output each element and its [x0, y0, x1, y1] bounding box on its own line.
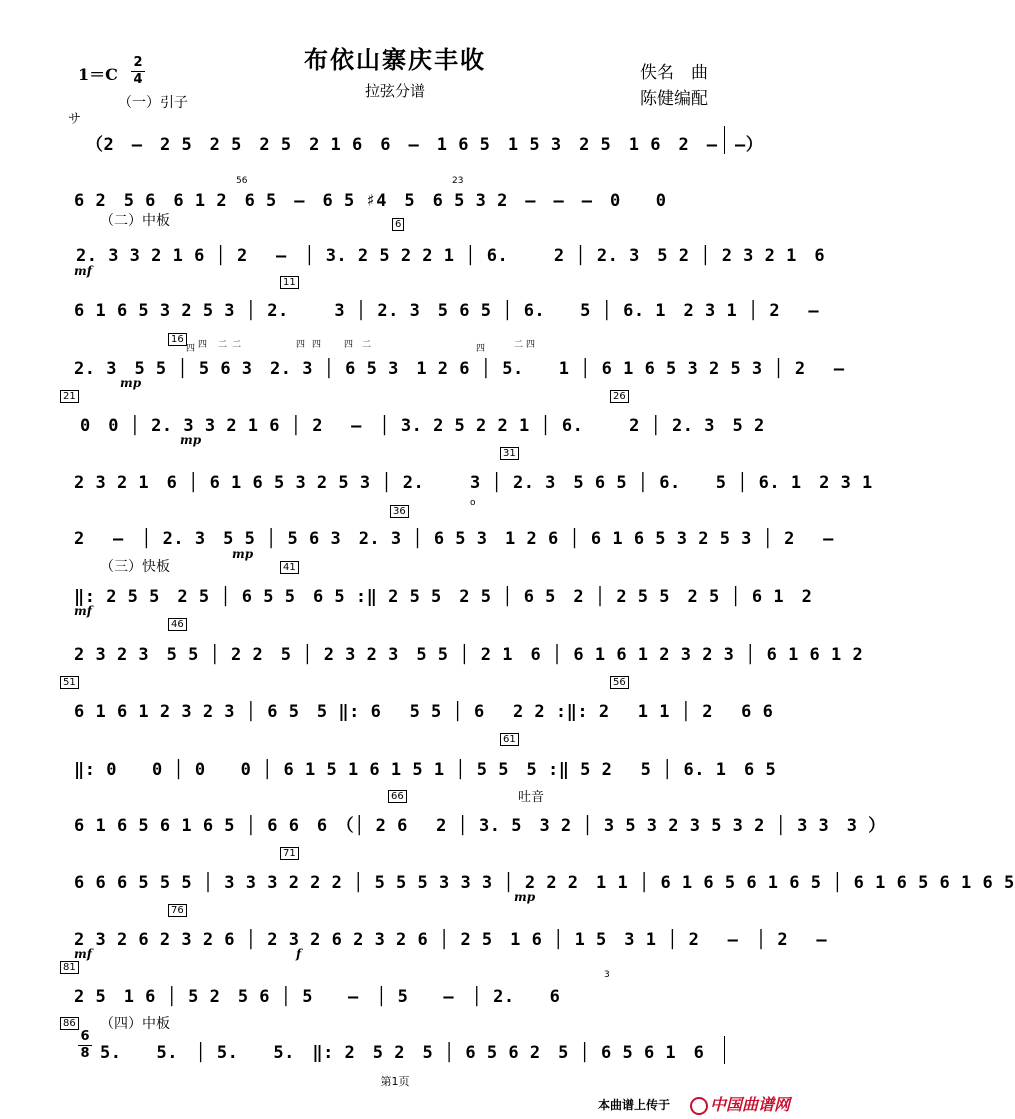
measure-number: 31: [500, 447, 519, 460]
logo-icon: [690, 1097, 708, 1115]
notation-row: ‖: 2 5 5 2 5 │ 6 5 5 6 5 :‖ 2 5 5 2 5 │ 6 5 2 │ 2 5 5 2 5 │ 6 1 2: [74, 587, 813, 607]
notation-row: 2 3 2 3 5 5 │ 2 2 5 │ 2 3 2 3 5 5 │ 2 1 6 │ 6 1 6 1 2 3 2 3 │ 6 1 6 1 2: [74, 645, 864, 665]
measure-number: 71: [280, 847, 299, 860]
measure-number: 66: [388, 790, 407, 803]
notation-row: 2 5 1 6 │ 5 2 5 6 │ 5 – │ 5 – │ 2. 6: [74, 987, 561, 1007]
notation-row: 6 1 6 5 3 2 5 3 │ 2. 3 │ 2. 3 5 6 5 │ 6. 5 │ 6. 1 2 3 1 │ 2 –: [74, 301, 820, 321]
notation-row: 2 – │ 2. 3 5 5 │ 5 6 3 2. 3 │ 6 5 3 1 2 6 │ 6 1 6 5 3 2 5 3 │ 2 –: [74, 529, 834, 549]
dynamic-mark: f: [296, 947, 302, 961]
notation-row: 6 6 6 5 5 5 │ 3 3 3 2 2 2 │ 5 5 5 3 3 3 │ 2 2 2 1 1 │ 6 1 6 5 6 1 6 5 │ 6 1 6 5 6 1 6 5: [74, 873, 1015, 893]
fingering-mark: 二: [218, 340, 228, 350]
fingering-mark: o: [470, 498, 476, 508]
grace-note: 56: [236, 176, 248, 186]
measure-number: 81: [60, 961, 79, 974]
time-signature: [131, 56, 145, 87]
fingering-mark: 二: [362, 340, 372, 350]
fingering-mark: 四: [198, 340, 208, 350]
notation-row: 6 1 6 1 2 3 2 3 │ 6 5 5 ‖: 6 5 5 │ 6 2 2 :‖: 2 1 1 │ 2 6 6: [74, 702, 774, 722]
time-signature-68: [78, 1030, 92, 1061]
measure-number: 46: [168, 618, 187, 631]
dynamic-mark: mf: [74, 947, 92, 961]
site-logo: [690, 1092, 790, 1115]
notation-row: 2 3 2 6 2 3 2 6 │ 2 3 2 6 2 3 2 6 │ 2 5 1 6 │ 1 5 3 1 │ 2 – │ 2 –: [74, 930, 828, 950]
dynamic-mark: mp: [180, 433, 202, 447]
dynamic-mark: mp: [514, 890, 536, 904]
notation-row: ‖: 0 0 │ 0 0 │ 6 1 5 1 6 1 5 1 │ 5 5 5 :‖ 5 2 5 │ 6. 1 6 5: [74, 760, 777, 780]
fingering-mark: 四: [186, 344, 196, 354]
notation-row: 6 1 6 5 6 1 6 5 │ 6 6 6 （│ 2 6 2 │ 3. 5 3 2 │ 3 5 3 2 3 5 3 2 │ 3 3 3 ）: [74, 816, 886, 836]
measure-number: 56: [610, 676, 629, 689]
section-2-label: （二）中板: [100, 213, 170, 229]
composer-credit: 佚名 曲: [640, 63, 708, 83]
dynamic-mark: mp: [120, 376, 142, 390]
measure-number: 76: [168, 904, 187, 917]
notation-row: 0 0 │ 2. 3 3 2 1 6 │ 2 – │ 3. 2 5 2 2 1 │ 6. 2 │ 2. 3 5 2: [80, 416, 765, 436]
arranger-credit: 陈健编配: [640, 89, 708, 109]
meter2-top: 6: [80, 1029, 90, 1044]
fingering-mark: 二: [232, 340, 242, 350]
notation-row: （2 – 2 5 2 5 2 5 2 1 6 6 – 1 6 5 1 5 3 2 5 1 6 2 – –）: [86, 135, 764, 155]
measure-number: 26: [610, 390, 629, 403]
meter-bottom: 4: [133, 72, 143, 87]
key-signature: 1＝C: [78, 65, 118, 84]
section-intro-label: （一）引子: [118, 95, 188, 111]
notation-row: 6 2 5 6 6 1 2 6 5 – 6 5 ♯4 5 6 5 3 2 – – – 0 0: [74, 191, 667, 211]
measure-number: 11: [280, 276, 299, 289]
page-number: 第1页: [380, 1075, 410, 1088]
score-title: 布依山寨庆丰收: [304, 46, 486, 74]
fingering-mark: 四: [296, 340, 306, 350]
notation-row: 2. 3 5 5 │ 5 6 3 2. 3 │ 6 5 3 1 2 6 │ 5. 1 │ 6 1 6 5 3 2 5 3 │ 2 –: [74, 359, 845, 379]
fingering-mark: 四: [476, 344, 486, 354]
fingering-mark: 四: [312, 340, 322, 350]
tuyin-mark: 吐音: [518, 790, 545, 805]
dynamic-mark: mf: [74, 264, 92, 278]
measure-number: 51: [60, 676, 79, 689]
measure-number: 86: [60, 1017, 79, 1030]
dynamic-mark: mp: [232, 547, 254, 561]
measure-number: 16: [168, 333, 187, 346]
score-subtitle: 拉弦分谱: [364, 82, 425, 100]
notation-row: 2. 3 3 2 1 6 │ 2 – │ 3. 2 5 2 2 1 │ 6. 2 │ 2. 3 5 2 │ 2 3 2 1 6: [76, 246, 826, 266]
measure-number: 6: [392, 218, 404, 231]
barline: [724, 126, 725, 154]
barline: [724, 1036, 725, 1064]
notation-row: 5. 5. │ 5. 5. ‖: 2 5 2 5 │ 6 5 6 2 5 │ 6 5 6 1 6: [100, 1043, 705, 1063]
meter2-bottom: 8: [80, 1046, 90, 1061]
dynamic-mark: mf: [74, 604, 92, 618]
fingering-mark: 二: [514, 340, 524, 350]
section-4-label: （四）中板: [100, 1016, 170, 1032]
logo-text: 中国曲谱网: [710, 1095, 791, 1114]
measure-number: 36: [390, 505, 409, 518]
grace-note: 3: [604, 970, 610, 980]
fingering-mark: 四: [526, 340, 536, 350]
measure-number: 61: [500, 733, 519, 746]
sanban-mark: サ: [68, 112, 82, 127]
fingering-mark: 四: [344, 340, 354, 350]
section-3-label: （三）快板: [100, 559, 170, 575]
upload-note: 本曲谱上传于: [598, 1098, 671, 1112]
notation-row: 2 3 2 1 6 │ 6 1 6 5 3 2 5 3 │ 2. 3 │ 2. 3 5 6 5 │ 6. 5 │ 6. 1 2 3 1: [74, 473, 873, 493]
measure-number: 21: [60, 390, 79, 403]
grace-note: 23: [452, 176, 464, 186]
meter-top: 2: [133, 55, 143, 70]
measure-number: 41: [280, 561, 299, 574]
